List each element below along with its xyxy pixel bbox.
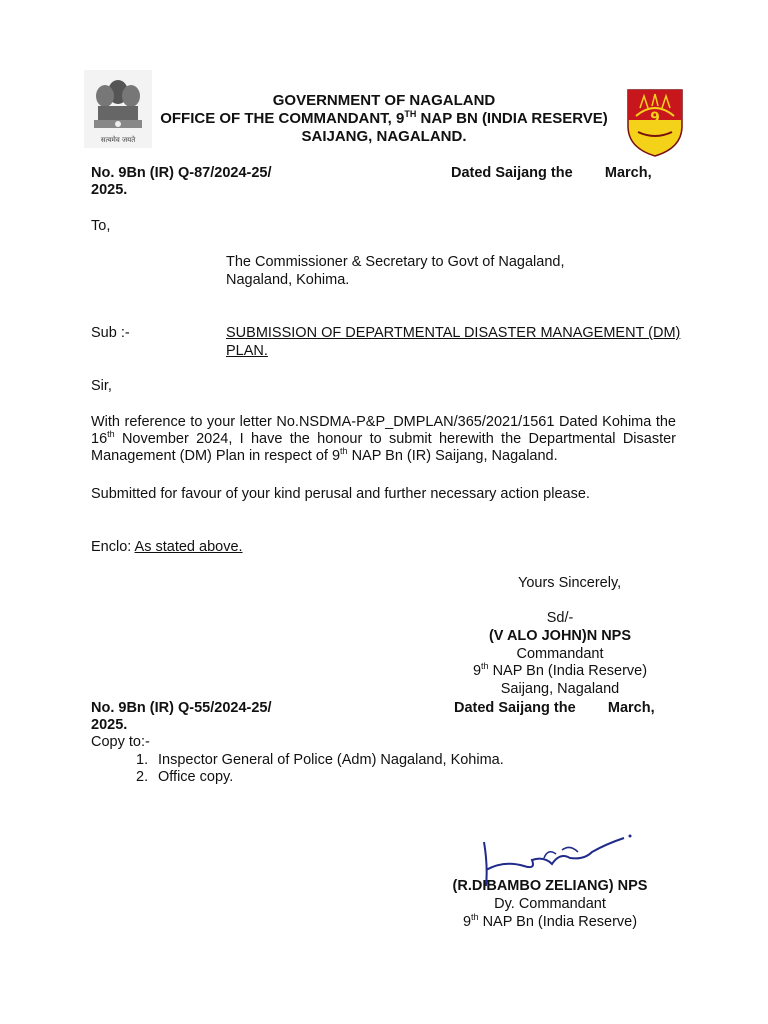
signatory2-designation: Dy. Commandant (494, 896, 606, 912)
reference-date-2: Dated Saijang the March, (454, 700, 655, 716)
copy-to-label: Copy to:- (91, 734, 150, 750)
reference-number-1: No. 9Bn (IR) Q-87/2024-25/ (91, 165, 272, 181)
list-item: 1. Inspector General of Police (Adm) Nagaland, Kohima. (136, 752, 504, 768)
body-paragraph-1: With reference to your letter No.NSDMA-P&P_DMPLAN/365/2021/1561 Dated Kohima the 16th November 2024, I have the honour to submit herewith the Departmental Disaster Management (DM) Plan in respect of 9th NAP Bn (IR) Saijang, Nagaland. (91, 414, 676, 464)
subject-line-2: PLAN. (226, 343, 268, 359)
header-office: OFFICE OF THE COMMANDANT, 9TH NAP BN (INDIA RESERVE) (160, 109, 608, 127)
closing-unit: 9th NAP Bn (India Reserve) (472, 661, 648, 679)
copy-to-list (136, 752, 504, 786)
signatory2-name: (R.DIBAMBO ZELIANG) NPS (452, 878, 648, 894)
addressee-line-1: The Commissioner & Secretary to Govt of Nagaland, (226, 254, 565, 270)
body-paragraph-2: Submitted for favour of your kind perusal and further necessary action please. (91, 486, 590, 502)
reference-date-1: Dated Saijang the March, (451, 165, 652, 181)
emblem-motto: सत्यमेव जयते (100, 136, 136, 144)
subject-line-1: SUBMISSION OF DEPARTMENTAL DISASTER MANAGEMENT (DM) (226, 325, 681, 341)
reference-year-1: 2025. (91, 182, 128, 198)
closing-sd: Sd/- (546, 610, 574, 626)
closing-place: Saijang, Nagaland (500, 681, 620, 697)
closing-designation: Commandant (516, 646, 604, 662)
signatory2-unit: 9th NAP Bn (India Reserve) (462, 912, 638, 930)
list-item: 2. Office copy. (136, 769, 234, 785)
reference-number-2: No. 9Bn (IR) Q-55/2024-25/ (91, 700, 272, 716)
header-place: SAIJANG, NAGALAND. (301, 128, 467, 145)
enclosure: Enclo: As stated above. (91, 539, 243, 555)
greeting: Sir, (91, 378, 112, 394)
closing-name: (V ALO JOHN)N NPS (488, 628, 632, 644)
reference-year-2: 2025. (91, 717, 128, 733)
header-government: GOVERNMENT OF NAGALAND (272, 92, 496, 109)
addressee-line-2: Nagaland, Kohima. (226, 272, 350, 288)
subject-label: Sub :- (91, 325, 130, 341)
closing-yours: Yours Sincerely, (518, 575, 622, 591)
crest-number: 9 (650, 110, 660, 126)
salutation-to: To, (91, 218, 111, 234)
